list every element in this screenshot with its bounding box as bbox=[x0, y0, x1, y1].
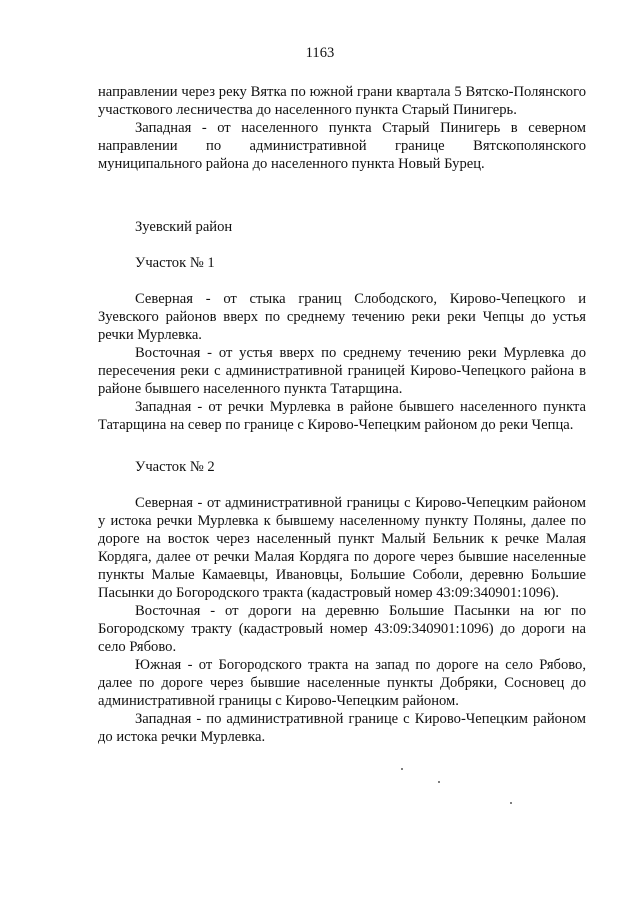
district-title: Зуевский район bbox=[135, 219, 233, 235]
scan-speck bbox=[510, 802, 512, 804]
section1-west: Западная - от речки Мурлевка в районе бывшего населенного пункта Татарщина на север по границе с Кирово-Чепецким районом до реки Чепца. bbox=[98, 399, 586, 433]
section2-west: Западная - по административной границе с Кирово-Чепецким районом до истока речки Мурлевка. bbox=[98, 711, 586, 745]
section1-text-block bbox=[98, 290, 586, 434]
page-number: 1163 bbox=[305, 45, 335, 61]
section1-north: Северная - от стыка границ Слободского, Кирово-Чепецкого и Зуевского районов вверх по среднему течению реки реки Чепцы до устья речки Мурлевка. bbox=[98, 291, 586, 343]
section2-north: Северная - от административной границы с Кирово-Чепецким районом у истока речки Мурлевка к бывшему населенному пункту Поляны, далее по дороге на восток через населенный пункт Малый Бельник к речке Малая Кордяга, далее от речки Малая Кордяга по дороге через бывшие населенные пункты Малые Камаевцы, Ивановцы, Большие Соболи, деревню Большие Пасынки до Богородского тракта (кадастровый номер 43:09:340901:1096). bbox=[98, 495, 586, 601]
section1-title: Участок № 1 bbox=[135, 255, 215, 271]
paragraph-continuation: направлении через реку Вятка по южной грани квартала 5 Вятско-Полянского участкового лесничества до населенного пункта Старый Пинигерь. bbox=[98, 84, 586, 118]
section2-text-block bbox=[98, 494, 586, 746]
section2-title: Участок № 2 bbox=[135, 459, 215, 475]
top-text-block bbox=[98, 83, 586, 173]
paragraph-west-boundary: Западная - от населенного пункта Старый Пинигерь в северном направлении по административной границе Вятскополянского муниципального района до населенного пункта Новый Бурец. bbox=[98, 120, 586, 172]
section2-south: Южная - от Богородского тракта на запад по дороге на село Рябово, далее по дороге через бывшие населенные пункты Добряки, Сосновец до административной границы с Кирово-Чепецким районом. bbox=[98, 657, 586, 709]
scan-speck bbox=[401, 768, 403, 770]
section1-east: Восточная - от устья вверх по среднему течению реки Мурлевка до пересечения реки с административной границей Кирово-Чепецкого района в районе бывшего населенного пункта Татарщина. bbox=[98, 345, 586, 397]
scan-speck bbox=[438, 781, 440, 783]
section2-east: Восточная - от дороги на деревню Большие Пасынки на юг по Богородскому тракту (кадастровый номер 43:09:340901:1096) до дороги на село Рябово. bbox=[98, 603, 586, 655]
